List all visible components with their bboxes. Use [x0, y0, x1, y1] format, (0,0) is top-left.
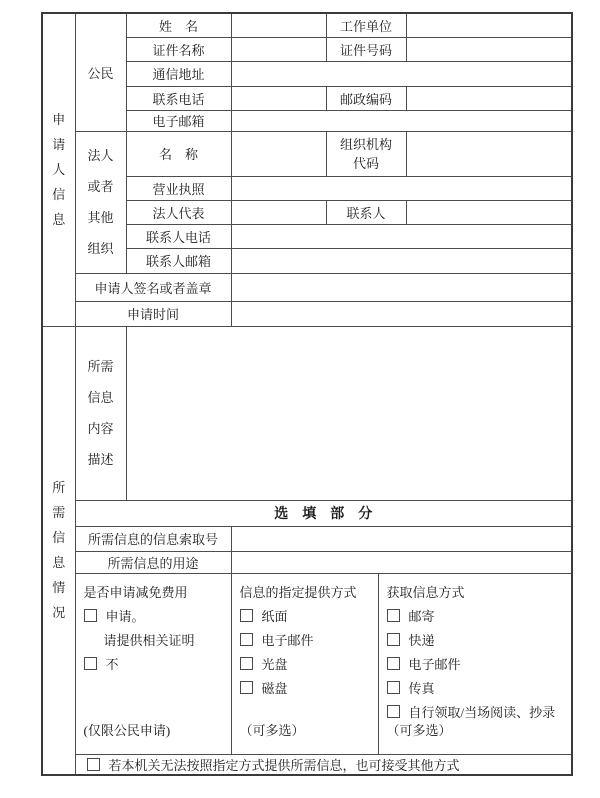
- optional-section-title: 选 填 部 分: [75, 500, 572, 526]
- checkbox-icon: [240, 609, 253, 622]
- checkbox-icon: [84, 609, 97, 622]
- input-cell-signature[interactable]: [231, 273, 572, 301]
- option-label: 电子邮件: [408, 657, 461, 672]
- obtain-method-header: 获取信息方式: [386, 585, 465, 600]
- input-cell-work-unit[interactable]: [406, 13, 572, 37]
- field-label-apply-time: 申请时间: [75, 301, 231, 326]
- field-label-org-name: 名 称: [126, 131, 231, 176]
- obtain-method-cell: [378, 573, 572, 754]
- checkbox-option-paper[interactable]: [240, 604, 370, 628]
- group-label-organization: 法人或者其他组织: [75, 131, 126, 273]
- checkbox-option-disk[interactable]: [240, 676, 370, 700]
- field-label-description: 所需信息内容描述: [75, 326, 126, 500]
- input-cell-postcode[interactable]: [406, 86, 572, 110]
- input-cell-name[interactable]: [231, 13, 326, 37]
- input-cell-description[interactable]: [126, 326, 572, 500]
- checkbox-option-apply[interactable]: [84, 604, 223, 628]
- input-cell-business-license[interactable]: [231, 176, 572, 200]
- option-note-label: 请提供相关证明: [103, 633, 195, 648]
- option-label: 不: [105, 657, 119, 672]
- section-label-required-info: 所需信息情况: [42, 326, 75, 775]
- field-label-postcode: 邮政编码: [326, 86, 406, 110]
- field-label-phone: 联系电话: [126, 86, 231, 110]
- field-label-id-type: 证件名称: [126, 37, 231, 61]
- application-form-table: [41, 12, 573, 776]
- checkbox-option-cd[interactable]: [240, 652, 370, 676]
- checkbox-icon: [240, 633, 253, 646]
- group-label-citizen: 公民: [75, 13, 126, 131]
- obtain-method-note: （可多选）: [386, 722, 452, 738]
- option-apply-note: [84, 628, 223, 652]
- option-label: 若本机关无法按照指定方式提供所需信息，也可接受其他方式: [108, 757, 460, 773]
- field-label-signature: 申请人签名或者盖章: [75, 273, 231, 301]
- input-cell-contact-email[interactable]: [231, 248, 572, 273]
- field-label-contact-person: 联系人: [326, 200, 406, 224]
- field-label-address: 通信地址: [126, 61, 231, 86]
- input-cell-org-name[interactable]: [231, 131, 326, 176]
- field-label-business-license: 营业执照: [126, 176, 231, 200]
- input-cell-index-number[interactable]: [231, 526, 572, 551]
- section-label-applicant-info: 申请人信息: [42, 13, 75, 326]
- input-cell-address[interactable]: [231, 61, 572, 86]
- checkbox-option-express[interactable]: [387, 628, 564, 652]
- input-cell-id-number[interactable]: [406, 37, 572, 61]
- field-label-id-number: 证件号码: [326, 37, 406, 61]
- option-label: 电子邮件: [261, 633, 314, 648]
- field-label-index-number: 所需信息的信息索取号: [75, 526, 231, 551]
- option-label: 纸面: [261, 609, 288, 624]
- fallback-row: [75, 754, 572, 775]
- checkbox-icon: [387, 609, 400, 622]
- option-label: 传真: [408, 681, 435, 696]
- provide-method-header: 信息的指定提供方式: [239, 585, 357, 600]
- field-label-legal-rep: 法人代表: [126, 200, 231, 224]
- field-label-org-code: 组织机构代码: [326, 131, 406, 176]
- checkbox-icon: [387, 705, 400, 718]
- option-label: 申请。: [105, 609, 145, 624]
- checkbox-icon: [387, 633, 400, 646]
- checkbox-icon: [87, 758, 100, 771]
- input-cell-contact-phone[interactable]: [231, 224, 572, 248]
- checkbox-icon: [84, 657, 97, 670]
- checkbox-option-fax[interactable]: [387, 676, 564, 700]
- field-label-email: 电子邮箱: [126, 110, 231, 131]
- option-label: 磁盘: [261, 681, 288, 696]
- checkbox-option-email-delivery[interactable]: [240, 628, 370, 652]
- checkbox-icon: [387, 681, 400, 694]
- checkbox-option-other-way[interactable]: [76, 755, 572, 774]
- input-cell-contact-person[interactable]: [406, 200, 572, 224]
- field-label-name: 姓 名: [126, 13, 231, 37]
- field-label-purpose: 所需信息的用途: [75, 551, 231, 573]
- field-label-contact-email: 联系人邮箱: [126, 248, 231, 273]
- checkbox-option-email-obtain[interactable]: [387, 652, 564, 676]
- checkbox-icon: [387, 657, 400, 670]
- input-cell-phone[interactable]: [231, 86, 326, 110]
- option-label: 快递: [408, 633, 435, 648]
- input-cell-org-code[interactable]: [406, 131, 572, 176]
- provide-method-note: （可多选）: [239, 722, 305, 738]
- option-label: 邮寄: [408, 609, 435, 624]
- fee-waiver-cell: [75, 573, 231, 754]
- checkbox-option-no[interactable]: [84, 652, 223, 676]
- fee-waiver-header: 是否申请减免费用: [83, 585, 188, 600]
- input-cell-id-type[interactable]: [231, 37, 326, 61]
- checkbox-option-mail[interactable]: [387, 604, 564, 628]
- input-cell-purpose[interactable]: [231, 551, 572, 573]
- option-label: 自行领取/当场阅读、抄录: [408, 705, 556, 720]
- field-label-contact-phone: 联系人电话: [126, 224, 231, 248]
- input-cell-legal-rep[interactable]: [231, 200, 326, 224]
- input-cell-email[interactable]: [231, 110, 572, 131]
- input-cell-apply-time[interactable]: [231, 301, 572, 326]
- option-label: 光盘: [261, 657, 288, 672]
- fee-waiver-note: (仅限公民申请): [83, 722, 171, 738]
- checkbox-icon: [240, 681, 253, 694]
- provide-method-cell: [231, 573, 378, 754]
- field-label-work-unit: 工作单位: [326, 13, 406, 37]
- checkbox-icon: [240, 657, 253, 670]
